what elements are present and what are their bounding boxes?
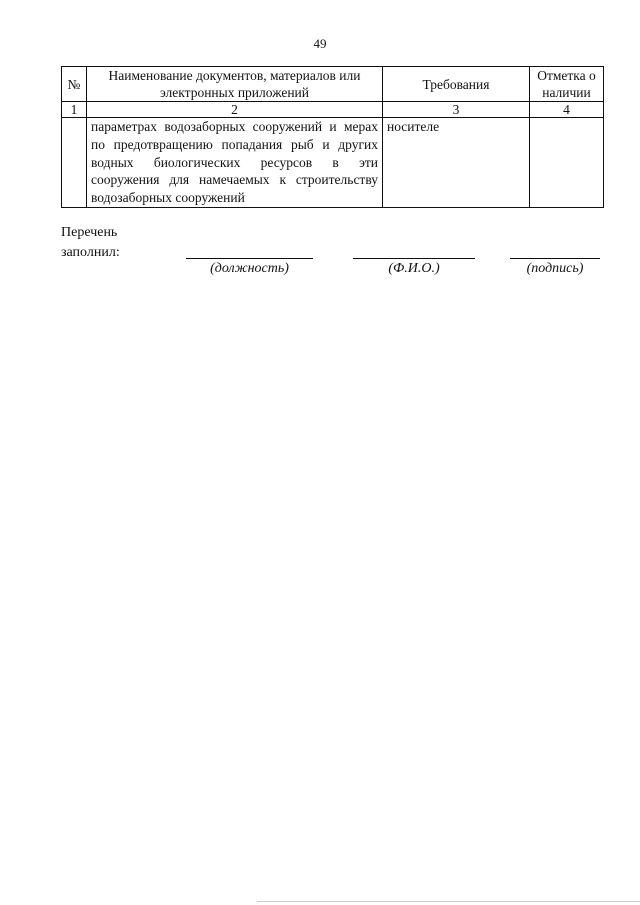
signature-label-line2: заполнил: (61, 245, 120, 260)
signature-label-line1: Перечень (61, 225, 118, 240)
signature-label (61, 223, 120, 263)
row-name-cell: параметрах водозаборных сооружений и мерах по предотвращению попадания рыб и других водных биологических ресурсов в эти сооружения для намечаемых к строительству водозаборных сооружений (87, 118, 383, 208)
position-caption: (должность) (210, 261, 289, 276)
position-signature-line (186, 258, 313, 259)
column-number-1: 1 (62, 102, 87, 118)
header-name: Наименование документов, материалов или электронных приложений (87, 67, 383, 102)
documents-table (61, 66, 604, 208)
name-caption: (Ф.И.О.) (388, 261, 440, 276)
header-number: № (62, 67, 87, 102)
header-requirements: Требования (383, 67, 530, 102)
row-requirements-cell: носителе (383, 118, 530, 208)
row-mark-cell (530, 118, 604, 208)
signature-line (510, 258, 600, 259)
column-number-2: 2 (87, 102, 383, 118)
table-row (62, 118, 604, 208)
signature-caption: (подпись) (526, 261, 584, 276)
column-number-4: 4 (530, 102, 604, 118)
column-number-3: 3 (383, 102, 530, 118)
column-numbers-row (62, 102, 604, 118)
row-number-cell (62, 118, 87, 208)
scan-edge-divider (257, 901, 640, 902)
table-header-row (62, 67, 604, 102)
header-mark: Отметка о наличии (530, 67, 604, 102)
name-signature-line (353, 258, 475, 259)
page-number: 49 (313, 36, 327, 51)
